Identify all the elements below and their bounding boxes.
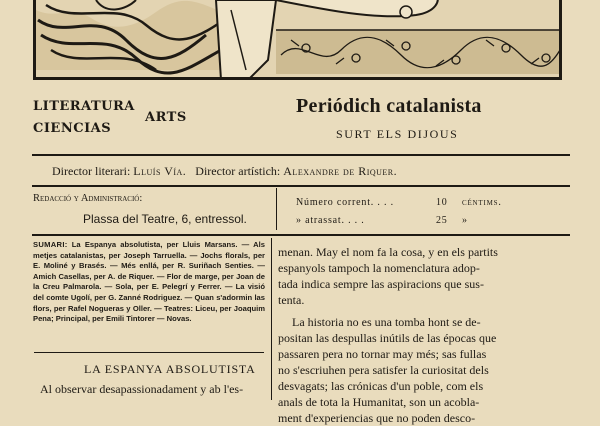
- art-nouveau-illustration-image: [36, 0, 562, 80]
- section-literatura: LITERATURA: [33, 99, 135, 114]
- table-of-contents: [33, 240, 265, 325]
- sumari-heading: SUMARI:: [33, 240, 68, 249]
- body-line: no s'escriuhen pera satisfer la curiositat dels: [278, 363, 489, 377]
- rule-mid: [32, 185, 570, 187]
- article-title: LA ESPANYA ABSOLUTISTA: [84, 362, 256, 376]
- literary-director-name: Lluís Vía.: [133, 164, 187, 178]
- body-line: La historia no es una tomba hont se de-: [292, 315, 481, 329]
- literary-director-label: Director literari:: [52, 164, 131, 178]
- body-line: anals de tota la Humanitat, son un acobla-: [278, 395, 480, 409]
- body-line: positan las despullas inútils de las épocas que: [278, 331, 497, 345]
- article-body-column: [278, 244, 568, 426]
- body-line: tada indica sempre las aspiracions que sus-: [278, 277, 484, 291]
- body-line: desvagats; las crónicas d'un poble, com els: [278, 379, 484, 393]
- sumari-text: La Espanya absolutista, per Lluis Marsans. — Als metjes catalanistas, per Joseph Tarruella. — Jochs florals, per E. Moliné y Brasés. — Més enllá, per R. Suriñach Senties. — Amich Casellas, per A. de Riquer. — Flor de marge, per Joan de la Creu Palmarola. — Sola, per E. Pelegrí y Ferrer. — La visió del comte Ugolí, per G. Zanné Rodriguez. — Quan s'adormin las flors, per Rafel Nogueras y Oller. — Teatres: Liceu, per Joaquim Pena; Principal, per Emili Tintorer — Novas.: [33, 240, 265, 324]
- office-label: Redacció y Administració:: [33, 193, 143, 204]
- price-current-value: 10: [436, 197, 448, 208]
- masthead-sections: [33, 96, 293, 144]
- rule-top: [32, 154, 570, 156]
- section-ciencias: CIENCIAS: [33, 121, 112, 136]
- masthead-title: Periódich catalanista: [296, 95, 482, 117]
- price-back-label: » atrassat. . . .: [296, 215, 365, 226]
- rule-bottom: [32, 234, 570, 236]
- body-line: menan. May el nom fa la cosa, y en els partits: [278, 245, 498, 259]
- info-divider: [276, 188, 277, 230]
- price-back-unit: »: [462, 215, 468, 226]
- directors-line: [52, 164, 572, 179]
- section-arts: ARTS: [145, 110, 187, 125]
- price-current-unit: céntims.: [462, 197, 502, 208]
- body-line: tenta.: [278, 293, 305, 307]
- price-current-row: [296, 197, 502, 208]
- header-illustration: [33, 0, 562, 80]
- body-line: espanyols tampoch la nomenclatura adop-: [278, 261, 480, 275]
- price-back-value: 25: [436, 215, 448, 226]
- body-line: passaren pera no tornar may més; sas fullas: [278, 347, 487, 361]
- office-address: Plassa del Teatre, 6, entressol.: [83, 212, 247, 226]
- artistic-director-name: Alexandre de Riquer.: [283, 164, 398, 178]
- rule-sumari: [34, 352, 264, 353]
- masthead-subtitle: SURT ELS DIJOUS: [336, 127, 459, 141]
- artistic-director-label: Director artístich:: [195, 164, 281, 178]
- body-line: ment d'experiencias que no poden desco-: [278, 411, 476, 425]
- price-back-row: [296, 215, 468, 226]
- price-current-label: Número corrent. . . .: [296, 197, 394, 208]
- column-divider: [271, 238, 272, 400]
- article-first-line: Al observar desapassionadament y ab l'es-: [40, 382, 244, 396]
